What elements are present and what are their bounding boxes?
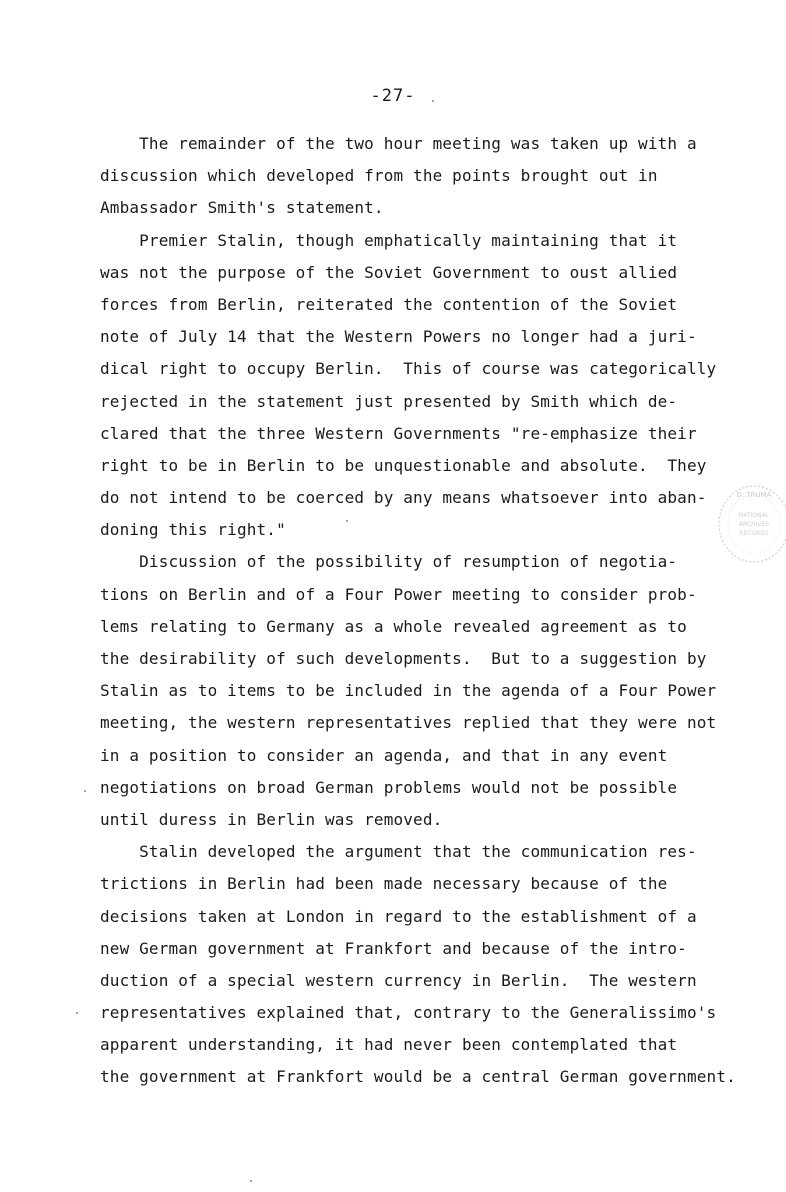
- paper-speck: [250, 1180, 252, 1182]
- svg-text:ARCHIVES: ARCHIVES: [738, 521, 770, 528]
- text-line: tions on Berlin and of a Four Power meeting to consider prob-: [100, 584, 697, 604]
- archive-stamp-seal: [716, 483, 786, 565]
- text-line: until duress in Berlin was removed.: [100, 809, 443, 829]
- svg-text:NATIONAL: NATIONAL: [738, 512, 770, 519]
- text-line: Ambassador Smith's statement.: [100, 198, 384, 218]
- paper-speck: [432, 100, 434, 102]
- text-line: Premier Stalin, though emphatically maintaining that it: [100, 230, 678, 250]
- text-line: new German government at Frankfort and because of the intro-: [100, 938, 687, 958]
- text-line: meeting, the western representatives replied that they were not: [100, 713, 717, 733]
- page-number: -27-: [370, 86, 416, 106]
- text-line: trictions in Berlin had been made necessary because of the: [100, 874, 668, 894]
- text-line: rejected in the statement just presented by Smith which de-: [100, 391, 678, 411]
- document-body: [100, 128, 736, 1094]
- text-line: lems relating to Germany as a whole revealed agreement as to: [100, 616, 687, 636]
- text-line: The remainder of the two hour meeting was taken up with a: [100, 134, 697, 153]
- text-line: discussion which developed from the points brought out in: [100, 166, 658, 186]
- text-line: duction of a special western currency in Berlin. The western: [100, 970, 697, 990]
- text-line: dical right to occupy Berlin. This of course was categorically: [100, 359, 717, 379]
- paper-speck: [346, 520, 348, 522]
- text-line: do not intend to be coerced by any means whatsoever into aban-: [100, 488, 707, 508]
- text-line: forces from Berlin, reiterated the contention of the Soviet: [100, 294, 678, 314]
- text-line: Stalin developed the argument that the communication res-: [100, 842, 697, 862]
- text-line: Stalin as to items to be included in the agenda of a Four Power: [100, 681, 717, 701]
- text-line: Discussion of the possibility of resumption of negotia-: [100, 552, 678, 572]
- text-line: the government at Frankfort would be a central German government.: [100, 1067, 736, 1087]
- text-line: decisions taken at London in regard to the establishment of a: [100, 906, 697, 926]
- text-line: was not the purpose of the Soviet Government to oust allied: [100, 262, 678, 282]
- text-line: doning this right.": [100, 520, 286, 540]
- text-line: clared that the three Western Governments "re-emphasize their: [100, 423, 697, 443]
- paper-speck: [76, 1012, 78, 1014]
- text-line: apparent understanding, it had never been contemplated that: [100, 1035, 678, 1055]
- text-line: in a position to consider an agenda, and that in any event: [100, 745, 668, 765]
- text-line: note of July 14 that the Western Powers no longer had a juri-: [100, 327, 697, 347]
- text-line: negotiations on broad German problems would not be possible: [100, 777, 678, 797]
- text-line: representatives explained that, contrary to the Generalissimo's: [100, 1003, 717, 1023]
- text-line: right to be in Berlin to be unquestionable and absolute. They: [100, 455, 707, 475]
- svg-text:D. TRUMA: D. TRUMA: [736, 491, 772, 499]
- text-line: the desirability of such developments. But to a suggestion by: [100, 649, 707, 668]
- svg-text:RECORDS: RECORDS: [739, 530, 769, 537]
- paper-speck: [84, 790, 86, 792]
